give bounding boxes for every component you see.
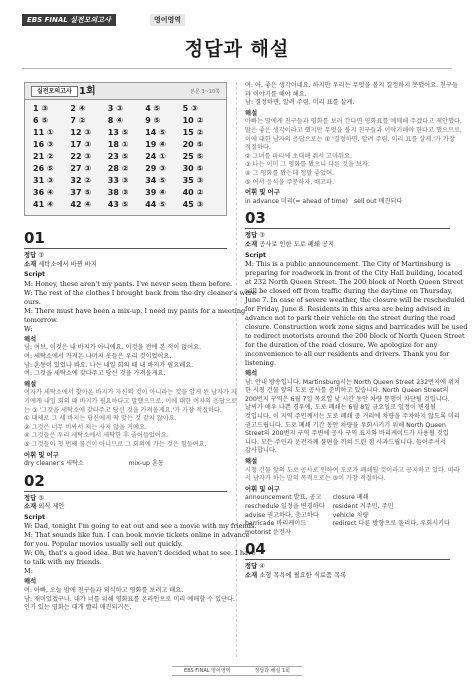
- text-line: M: That sounds like fun. I can book movie tickets online in advance: [24, 531, 250, 540]
- text-line: listening.: [245, 359, 277, 368]
- text-line: 인기 있는 영화는 대개 빨리 매진되거든.: [24, 604, 132, 612]
- text-line: 여: 세탁소에서 가져온 나머지 옷들은 우리 것이었어요.: [24, 352, 172, 360]
- answer-key-cell: 9 ⑤: [145, 116, 161, 125]
- answer-key-cell: 8 ④: [107, 116, 123, 125]
- text-line: 여자가 세탁소에서 찾아온 바지가 자신의 것이 아니라는 것을 알게 된 남자가 자: [24, 389, 237, 397]
- answer-key-cell: 41 ④: [33, 200, 54, 209]
- text-line: for Friday, June 8. Residents in this area are being advised in: [245, 305, 450, 314]
- text-line: 것입니다. 이 지역 주민께서는 도로 폐쇄 중 거리에 차량을 주차하지 않도록 미리: [245, 413, 460, 421]
- answer-key-cell: 28 ②: [107, 164, 129, 173]
- text-line: 아빠는 딸에게 친구들과 영화를 보러 간다면 영화표를 예매해 주겠다고 제안했다.: [245, 118, 462, 126]
- page-footer: [0, 666, 474, 676]
- answer-key-cell: 6 ⑤: [33, 116, 49, 125]
- answer-label: 정답: [24, 494, 37, 502]
- answer-key-cell: 11 ①: [33, 128, 54, 137]
- footer-left: EBS FINAL 영어영역: [184, 668, 231, 674]
- text-line: 시청 건물 앞의 도로 공사로 인하여 도로가 폐쇄될 것이라고 공지하고 있다. 따라: [245, 466, 460, 474]
- answer-key-cell: 4 ⑤: [145, 104, 161, 113]
- vocab-item: vehicle 차량: [332, 511, 369, 519]
- answer-value: ③: [38, 494, 44, 502]
- explanation-text: [245, 466, 460, 484]
- text-line: M: There must have been a mix-up. I need my pants for a meeting: [24, 306, 246, 315]
- translation-continued: [245, 82, 458, 108]
- text-line: M: Honey, these aren't my pants. I've never seen them before.: [24, 279, 233, 288]
- text-line: 적절하다.: [245, 144, 271, 152]
- answer-key-cell: 38 ③: [107, 188, 129, 197]
- text-line: M:: [24, 567, 33, 576]
- translation-label: 해석: [245, 370, 258, 378]
- text-line: advance not to park their vehicle on the street during the road: [245, 314, 456, 323]
- answer-key-cell: 37 ⑤: [70, 188, 92, 197]
- vocab-item: barricade 바리케이드: [245, 520, 307, 528]
- text-line: 기에게 내일 회의 때 바지가 필요하다고 말했으므로, 이에 대한 여자의 응답으로: [24, 397, 237, 405]
- answer-key-cell: 17 ③: [70, 140, 92, 149]
- right-column: [245, 82, 468, 581]
- topic-value: 공사로 인한 도로 폐쇄 공지: [259, 240, 335, 248]
- answer-key-header: [25, 83, 226, 100]
- text-line: tomorrow.: [24, 315, 59, 324]
- vocab-item: [333, 529, 450, 538]
- answer-value: ③: [259, 232, 265, 240]
- answer-key-cell: 45 ③: [182, 200, 204, 209]
- question-number-04: 04: [245, 541, 450, 560]
- text-line: W: The rest of the clothes I brought back from the dry cleaner's were: [24, 288, 257, 297]
- vocab-list: [245, 494, 450, 537]
- answer-key-cell: 5 ③: [182, 104, 198, 113]
- vocab-item: resident 거주민, 주민: [332, 503, 394, 510]
- explanation-label: 해설: [245, 109, 258, 117]
- text-line: ⑤ 어서 음식을 주문하자, 배고파.: [245, 178, 335, 186]
- text-line: 남: 재미있겠구나. 내가 너를 위해 영화표를 온라인으로 미리 예매할 수 있단다.: [24, 595, 235, 603]
- text-line: W:: [24, 324, 33, 333]
- answer-key-cell: 43 ⑤: [107, 200, 129, 209]
- answer-key-cell: 19 ④: [145, 140, 166, 149]
- text-line: Street의 200번지 구역 주변에 공사 구역 표지와 바리케이드가 사용될 것입: [245, 430, 449, 438]
- answer-key-cell: 42 ④: [70, 200, 92, 209]
- text-line: 는 ③ '그것을 세탁소에 갖다주고 당신 것을 가져올게요.'가 가장 적절하다.: [24, 406, 222, 414]
- text-line: ② 그것은 너무 비싸서 저는 사지 않을 거예요.: [24, 423, 147, 431]
- page-title: 정답과 해설: [184, 38, 290, 60]
- answer-key-cell: 23 ⑤: [107, 152, 129, 161]
- answer-key-cell: 15 ②: [182, 128, 204, 137]
- vocab-item: sell out 매진되다: [353, 197, 403, 205]
- question-number-01: 01: [24, 230, 227, 249]
- answer-key-cell: 32 ②: [70, 176, 92, 185]
- text-line: ④ 그것들은 우리 세탁소에서 세탁한 후 줄어들었어요.: [24, 432, 169, 440]
- translation-text: [24, 344, 227, 378]
- answer-key-cell: 26 ⑤: [33, 164, 54, 173]
- topic-value: 소형 목욕에 필요한 식료품 목록: [259, 571, 347, 579]
- answer-key-cell: 12 ③: [70, 128, 92, 137]
- answer-key-cell: 20 ⑤: [182, 140, 204, 149]
- answer-key-cell: 29 ③: [145, 164, 166, 173]
- answer-key-cell: 7 ②: [70, 116, 86, 125]
- explanation-label: 해설: [245, 458, 258, 466]
- footer-bar: [172, 666, 302, 676]
- question-number-02: 02: [24, 473, 227, 492]
- answer-key-cell: 31 ③: [33, 176, 54, 185]
- page-header: [0, 0, 474, 30]
- answer-label: 정답: [24, 252, 37, 259]
- answer-key-cell: 10 ②: [182, 116, 204, 125]
- vocab-item: mix-up 혼동: [128, 460, 164, 468]
- vocab-item: reschedule 일정을 변경하다: [245, 503, 325, 510]
- answer-label: 정답: [245, 563, 258, 571]
- topic-label: 소재: [24, 503, 37, 511]
- text-line: W: Oh, that's a good idea. But we haven't decided what to see. I have: [24, 549, 256, 558]
- answer-key-cell: 33 ③: [107, 176, 129, 185]
- explanation-label: 해설: [24, 380, 37, 388]
- script-text: [24, 279, 257, 334]
- text-line: 남: 안내 방송입니다. Martinsburg시는 North Queen Street 232번지에 위치: [245, 378, 460, 386]
- script-text: [245, 260, 468, 368]
- answer-key-box: [24, 82, 227, 216]
- text-line: 여: 아빠, 오늘 밤에 친구들과 외식하고 영화를 보려고 해요.: [24, 587, 184, 595]
- script-label: Script: [24, 271, 46, 279]
- topic-value: 세탁소에서 바뀐 바지: [38, 260, 97, 268]
- text-line: for the duration of the road closure. We apologize for any: [245, 341, 438, 350]
- text-line: will be closed off from traffic during the daytime on Thursday,: [245, 287, 453, 296]
- footer-right: 정답과 해설 1회: [254, 668, 290, 674]
- topic-label: 소재: [245, 240, 258, 248]
- text-line: preparing for roadwork in front of the City Hall building, located: [245, 269, 463, 278]
- vocab-item: motorist 운전자: [245, 528, 291, 536]
- vocab-item: in advance 미리(= ahead of time): [245, 197, 348, 205]
- answer-key-cell: 1 ③: [33, 104, 49, 113]
- text-line: M: This is a public announcement. The City of Martinsburg is: [245, 260, 451, 269]
- text-line: 이에 대한 남자의 응답으로는 ① '결정하면, 알려 주렴. 미리 표를 살게.'가 가장: [245, 135, 455, 143]
- text-line: to redirect motorists around the 200 block of North Queen Street: [245, 332, 465, 341]
- text-line: 여: 그것을 세탁소에 갖다주고 당신 것을 가져올게요.: [24, 370, 166, 378]
- text-line: 남: 여보, 이것은 내 바지가 아니에요. 이것을 전에 본 적이 없어요.: [24, 344, 202, 352]
- answer-key-cell: 40 ②: [182, 188, 204, 197]
- answer-key-cell: 39 ④: [145, 188, 166, 197]
- answer-key-cell: 44 ⑤: [145, 200, 166, 209]
- subject-label: 영어영역: [150, 14, 185, 26]
- text-line: for you. Popular movies usually sell out quickly.: [24, 540, 183, 549]
- answer-key-cell: 30 ⑤: [182, 164, 204, 173]
- column-divider: [236, 82, 237, 657]
- vocab-item: redirect 다른 방향으로 돌리다, 우회시키다: [332, 520, 450, 528]
- script-label: Script: [245, 251, 267, 259]
- text-line: 니다. 모든 주민과 운전자께 불편을 끼쳐 드린 점 사과드립니다. 들어주셔서: [245, 438, 446, 446]
- script-label: Script: [24, 513, 46, 521]
- answer-key-cell: 27 ③: [70, 164, 92, 173]
- vocab-list: [245, 198, 450, 207]
- answer-key-cell: 34 ⑤: [145, 176, 166, 185]
- translation-text: [24, 587, 235, 613]
- text-line: 200번지 구역은 6월 7일 목요일 낮 시간 동안 차량 통행이 차단될 것입니다.: [245, 395, 450, 403]
- topic-label: 소재: [245, 571, 258, 579]
- translation-text: [245, 378, 460, 456]
- answer-key-cell: 36 ④: [33, 188, 54, 197]
- text-line: 딸은 좋은 생각이라고 했지만 무엇을 볼지 친구들과 이야기해야 한다고 했으므로,: [245, 126, 462, 134]
- question-number-03: 03: [245, 210, 450, 229]
- text-line: at 232 North Queen Street. The 200 block of North Queen Street: [245, 278, 464, 287]
- text-line: June 7. In case of severe weather, the closure will be rescheduled: [245, 296, 465, 305]
- answer-key-cell: 35 ③: [182, 176, 204, 185]
- answer-key-cell: 21 ②: [33, 152, 54, 161]
- title-rule: [22, 68, 452, 69]
- vocab-label: 어휘 및 어구: [24, 451, 59, 459]
- answer-key-cell: 25 ⑤: [182, 152, 204, 161]
- text-line: inconvenience to all our residents and drivers. Thank you for: [245, 350, 450, 359]
- text-line: 권고드립니다. 도로 폐쇄 기간 동안 차량을 우회시키기 위해 North Queen: [245, 421, 446, 429]
- answer-key-round: 1회: [79, 86, 96, 97]
- answer-key-cell: 13 ⑤: [107, 128, 129, 137]
- text-line: ③ 나는 이미 그 영화를 봤으니 다른 것을 보자.: [245, 161, 370, 169]
- text-line: 감사합니다.: [245, 447, 277, 455]
- answer-key-cell: 18 ①: [107, 140, 129, 149]
- text-line: 서 남자가 하는 말의 목적으로는 ③이 가장 적절하다.: [245, 475, 386, 483]
- text-line: 날씨가 매우 나쁜 경우에, 도로 폐쇄는 6월 8일 금요일로 일정이 변경될: [245, 404, 436, 412]
- vocab-list: [24, 460, 227, 469]
- brand-label: EBS FINAL 실전모의고사: [22, 14, 116, 26]
- vocab-item: dry cleaner's 세탁소: [24, 460, 84, 468]
- text-line: ② 그녀를 파티에 초대해 줘서 고마워요.: [245, 152, 353, 160]
- text-line: 여: 아, 좋은 생각이네요. 하지만 우리는 무엇을 볼지 결정하지 못했어요. 친구들: [245, 82, 458, 89]
- answer-value: ③: [38, 252, 44, 259]
- vocab-item: announcement 발표, 공고: [245, 494, 322, 502]
- vocab-item: closure 폐쇄: [332, 494, 369, 502]
- explanation-text: [24, 389, 237, 449]
- answer-key-cell: 22 ③: [70, 152, 92, 161]
- answer-key-cell: 3 ③: [107, 104, 123, 113]
- topic-label: 소재: [24, 260, 37, 268]
- answer-key-cell: 2 ④: [70, 104, 86, 113]
- vocab-label: 어휘 및 어구: [245, 485, 280, 493]
- vocab-label: 어휘 및 어구: [245, 189, 280, 197]
- vocab-item: advise 권고하다, 충고하다: [245, 511, 319, 519]
- text-line: ① 대체로 그 새 바지는 당신에게 딱 맞는 것 같지 않아요.: [24, 415, 177, 423]
- answer-value: ④: [259, 563, 265, 571]
- translation-label: 해석: [24, 578, 37, 586]
- answer-key-cell: 24 ①: [145, 152, 166, 161]
- text-line: closure. Construction work zone signs and barricades will be used: [245, 323, 468, 332]
- translation-label: 해석: [24, 335, 37, 343]
- text-line: 남: 혼동이 있었나 봐요. 나는 내일 회의 때 내 바지가 필요해요.: [24, 361, 194, 369]
- text-line: to talk with my friends.: [24, 558, 102, 567]
- text-line: 과 이야기를 해야 해요.: [245, 90, 307, 98]
- text-line: ④ 그 영화를 봤는데 정말 좋았어.: [245, 169, 335, 177]
- text-line: ours.: [24, 297, 41, 306]
- answer-key-cell: 14 ⑤: [145, 128, 166, 137]
- answer-key-cell: 16 ③: [33, 140, 54, 149]
- explanation-text: [245, 118, 462, 187]
- text-line: 한 시청 건물 앞의 도로 공사를 준비하고 있습니다. North Queen Street의: [245, 387, 449, 395]
- text-line: 남: 결정하면, 알려 주렴. 미리 표를 살게.: [245, 99, 355, 107]
- answer-key-pages: 본문 3~10쪽: [190, 89, 220, 95]
- topic-value: 외식 제안: [38, 503, 65, 511]
- text-line: ⑤ 그것들이 첫 번째 물건이 아니므로 그 회의에 가는 것은 힘들어요.: [24, 440, 207, 448]
- answer-key-tag: 실전모의고사: [31, 86, 78, 97]
- answer-label: 정답: [245, 232, 258, 240]
- answer-key-grid: [25, 100, 226, 215]
- text-line: W: Dad, tonight I'm going to eat out and see a movie with my friends.: [24, 522, 257, 531]
